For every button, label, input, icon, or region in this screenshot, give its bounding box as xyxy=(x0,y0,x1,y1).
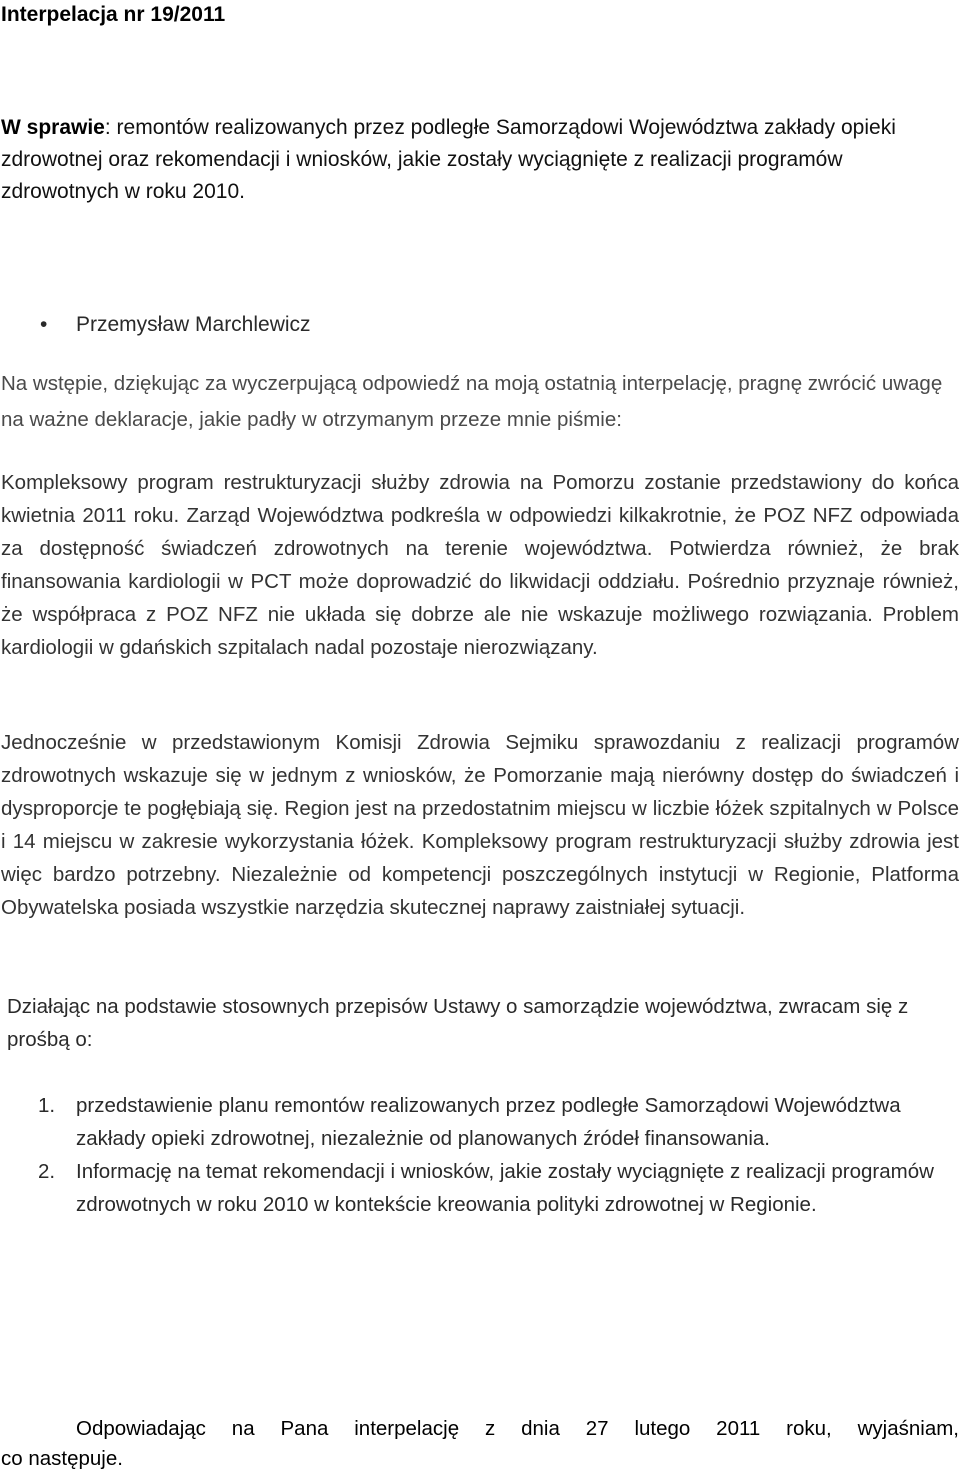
body-paragraph-2: Jednocześnie w przedstawionym Komisji Zdrowia Sejmiku sprawozdaniu z realizacji programów zdrowotnych wskazuje się w jednym z wniosków, że Pomorzanie mają nierówny dostęp do świadczeń i dysproporcje te pogłębiają się. Region jest na przedostatnim miejscu w liczbie łóżek szpitalnych w Polsce i 14 miejscu w zakresie wykorzystania łóżek. Kompleksowy program restrukturyzacji służby zdrowia jest więc bardzo potrzebny. Niezależnie od kompetencji poszczególnych instytucji w Regionie, Platforma Obywatelska posiada wszystkie narzędzia skutecznej naprawy zaistniałej sytuacji. xyxy=(1,731,959,919)
author-name: Przemysław Marchlewicz xyxy=(76,313,311,336)
body-paragraph-1: Kompleksowy program restrukturyzacji służby zdrowia na Pomorzu zostanie przedstawiony do końca kwietnia 2011 roku. Zarząd Województwa podkreśla w odpowiedzi kilkakrotnie, że POZ NFZ odpowiada za dostępność świadczeń zdrowotnych na terenie województwa. Potwierdza również, że brak finansowania kardiologii w PCT może doprowadzić do likwidacji oddziału. Pośrednio przyznaje również, że współpraca z POZ NFZ nie układa się dobrze ale nie wskazuje możliwego rozwiązania. Problem kardiologii w gdańskich szpitalach nadal pozostaje nierozwiązany. xyxy=(1,471,959,659)
list-item xyxy=(38,1089,938,1155)
list-item-number: 1. xyxy=(38,1094,56,1117)
author-bullet-item xyxy=(40,310,311,340)
closing-paragraph xyxy=(1,1414,959,1474)
subject-paragraph xyxy=(1,112,956,208)
closing-line-1: Odpowiadając na Pana interpelację z dnia 27 lutego 2011 roku, wyjaśniam, xyxy=(76,1417,959,1440)
list-item-text: przedstawienie planu remontów realizowanych przez podległe Samorządowi Województwa zakłady opieki zdrowotnej, niezależnie od planowanych źródeł finansowania. xyxy=(76,1094,901,1150)
subject-label: W sprawie xyxy=(1,116,105,139)
document-title: Interpelacja nr 19/2011 xyxy=(1,3,226,26)
list-item-number: 2. xyxy=(38,1160,56,1183)
subject-text: : remontów realizowanych przez podległe Samorządowi Województwa zakłady opieki zdrowotnej oraz rekomendacji i wniosków, jakie zostały wyciągnięte z realizacji programów zdrowotnych w roku 2010. xyxy=(1,116,896,203)
request-intro: Działając na podstawie stosownych przepisów Ustawy o samorządzie województwa, zwracam się z prośbą o: xyxy=(7,995,909,1051)
list-item-text: Informację na temat rekomendacji i wniosków, jakie zostały wyciągnięte z realizacji programów zdrowotnych w roku 2010 w kontekście kreowania polityki zdrowotnej w Regionie. xyxy=(76,1160,934,1216)
list-item xyxy=(38,1155,938,1221)
closing-line-2: co następuje. xyxy=(1,1447,123,1470)
bullet-icon: • xyxy=(40,313,48,336)
intro-paragraph: Na wstępie, dziękując za wyczerpującą odpowiedź na moją ostatnią interpelację, pragnę zwrócić uwagę na ważne deklaracje, jakie padły w otrzymanym przeze mnie piśmie: xyxy=(1,372,943,431)
request-list xyxy=(38,1089,938,1221)
